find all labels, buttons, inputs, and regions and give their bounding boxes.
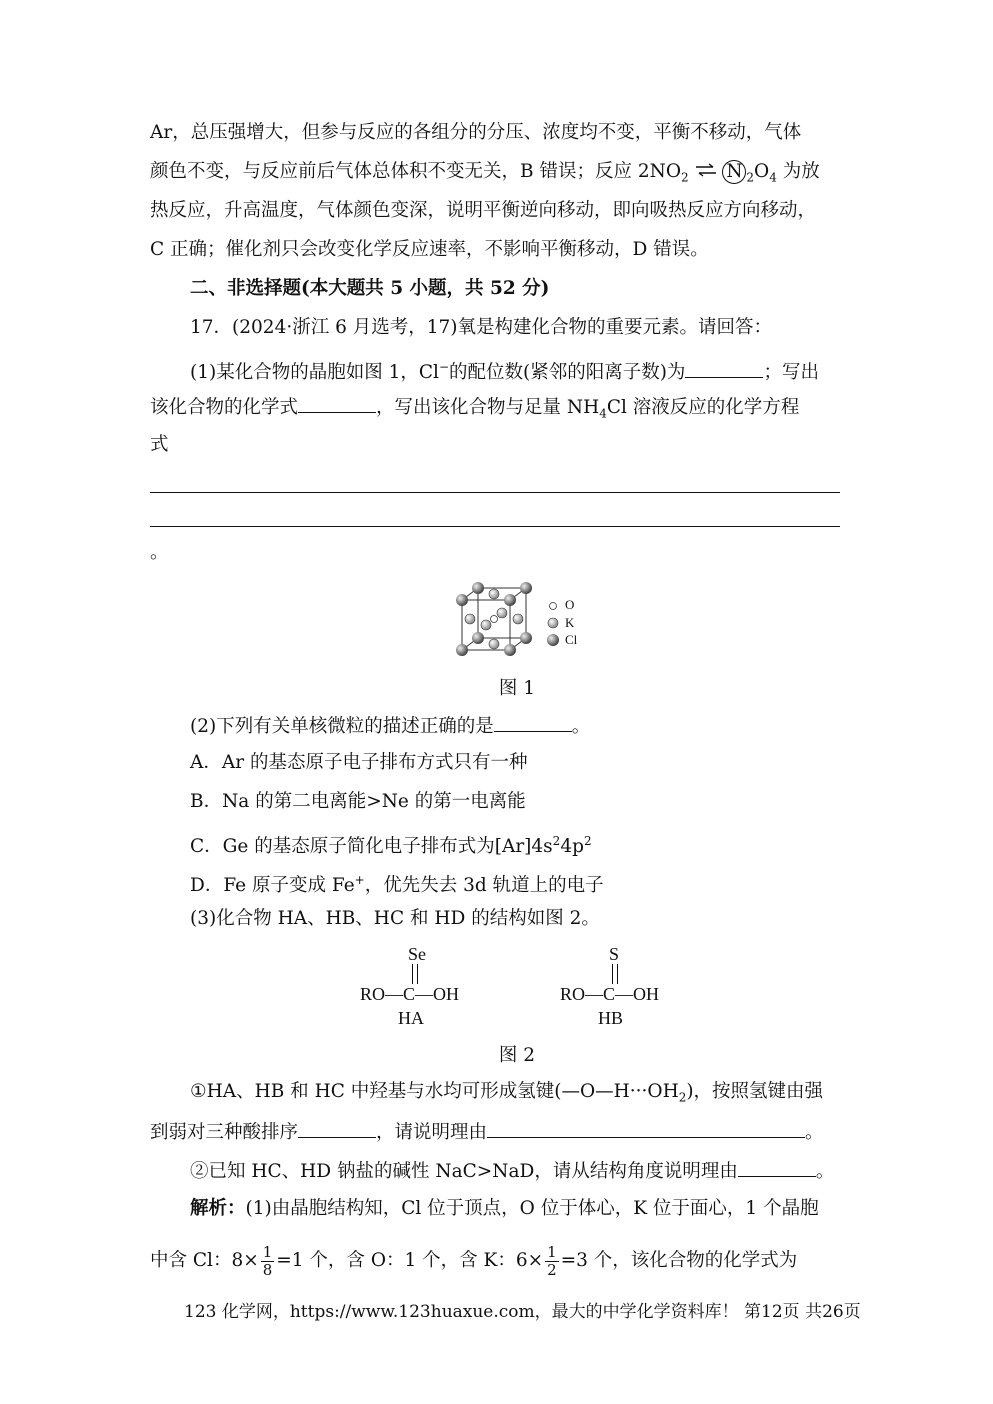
text-fragment: (2)下列有关单核微粒的描述正确的是 — [190, 716, 494, 737]
text-line — [190, 1158, 834, 1184]
option-c — [190, 829, 592, 859]
circled-n: N — [722, 160, 746, 184]
text-fragment: O — [754, 161, 770, 182]
answer-blank[interactable] — [298, 394, 376, 413]
text-line — [190, 1080, 823, 1110]
fraction — [545, 1244, 559, 1279]
superscript: − — [438, 360, 449, 374]
equilibrium-arrow-icon — [695, 160, 717, 184]
text-fragment: 的配位数(紧邻的阳离子数)为 — [449, 362, 686, 384]
subscript: 4 — [769, 170, 777, 185]
answer-blank[interactable] — [487, 1119, 805, 1138]
text-fragment: (1)某化合物的晶胞如图 1，Cl — [190, 362, 439, 384]
option-d — [190, 868, 604, 898]
answer-blank[interactable] — [298, 1119, 376, 1138]
text-fragment: 。 — [815, 1161, 835, 1182]
text-line — [150, 160, 820, 190]
atom-label: Se — [408, 944, 426, 964]
numerator: 1 — [547, 1242, 557, 1261]
subscript: 2 — [746, 170, 755, 185]
structure-name: HB — [598, 1008, 624, 1028]
text-fragment: 该化合物的化学式 — [150, 397, 299, 418]
question-intro: 17．(2024·浙江 6 月选考，17)氧是构建化合物的重要元素。请回答： — [190, 317, 773, 338]
figure-2-caption: 图 2 — [498, 1045, 536, 1066]
text-line — [190, 355, 819, 385]
answer-line[interactable] — [150, 526, 840, 527]
text-line — [150, 1239, 797, 1283]
text-fragment: ②已知 HC、HD 钠盐的碱性 NaC>NaD，请从结构角度说明理由 — [190, 1161, 738, 1182]
text-line: 式 — [150, 434, 169, 455]
text-fragment: ①HA、HB 和 HC 中羟基与水均可形成氢键(—O—H···OH — [190, 1081, 679, 1102]
text-fragment: Cl 溶液反应的化学方程 — [606, 397, 800, 418]
structure-formula: RO—C—OH — [560, 984, 660, 1004]
text-fragment: 为放 — [776, 161, 820, 182]
answer-blank[interactable] — [738, 1158, 816, 1177]
page-footer: 123 化学网，https://www.123huaxue.com，最大的中学化学资料库！ 第12页 共26页 — [184, 1302, 861, 1322]
superscript: 2 — [552, 834, 561, 848]
text-fragment: ；写出 — [763, 362, 819, 384]
text-fragment: 4p — [560, 836, 584, 858]
atom-label: S — [609, 944, 620, 964]
option-a: A．Ar 的基态原子电子排布方式只有一种 — [190, 752, 528, 773]
analysis-label: 解析： — [190, 1198, 246, 1219]
text-fragment: =3 个，该化合物的化学式为 — [560, 1250, 798, 1271]
answer-blank[interactable] — [494, 713, 572, 732]
text-fragment: ，优先失去 3d 轨道上的电子 — [364, 875, 604, 897]
superscript: + — [354, 873, 365, 887]
double-bond — [612, 964, 618, 984]
subscript: 2 — [678, 1090, 687, 1105]
end-mark: 。 — [150, 542, 169, 563]
legend-label-k: K — [565, 615, 575, 630]
text-fragment: 中含 Cl：8× — [150, 1250, 259, 1271]
text-fragment: =1 个，含 O：1 个，含 K：6× — [276, 1250, 544, 1271]
text-line: (3)化合物 HA、HB、HC 和 HD 的结构如图 2。 — [190, 908, 600, 929]
answer-blank[interactable] — [685, 359, 763, 378]
double-bond — [412, 964, 418, 984]
denominator: 8 — [262, 1260, 273, 1279]
text-fragment: 颜色不变，与反应前后气体总体积不变无关，B 错误；反应 2NO — [150, 161, 681, 182]
fraction — [261, 1244, 275, 1279]
option-b: B．Na 的第二电离能>Ne 的第一电离能 — [190, 791, 526, 812]
text-fragment: 。 — [571, 716, 591, 737]
structure-formula: RO—C—OH — [360, 984, 460, 1004]
structure-ha — [360, 944, 480, 1034]
text-fragment: ，请说明理由 — [376, 1122, 488, 1143]
text-fragment: D．Fe 原子变成 Fe — [190, 875, 355, 897]
text-fragment: (1)由晶胞结构知，Cl 位于顶点，O 位于体心，K 位于面心，1 个晶胞 — [245, 1198, 819, 1219]
crystal-cell-figure — [450, 578, 590, 662]
subscript: 2 — [680, 170, 689, 185]
structure-hb — [560, 944, 680, 1034]
text-fragment: C．Ge 的基态原子简化电子排布式为[Ar]4s — [190, 836, 553, 858]
text-fragment: )，按照氢键由强 — [686, 1081, 824, 1102]
text-line: Ar，总压强增大，但参与反应的各组分的分压、浓度均不变，平衡不移动，气体 — [150, 122, 802, 143]
subscript: 4 — [599, 406, 607, 421]
legend-label-cl: Cl — [565, 632, 578, 647]
text-line: C 正确；催化剂只会改变化学反应速率，不影响平衡移动，D 错误。 — [150, 239, 709, 260]
text-line — [190, 1197, 819, 1221]
structure-name: HA — [398, 1008, 424, 1028]
legend-label-o: O — [565, 597, 575, 612]
text-line — [150, 394, 799, 426]
text-line — [190, 713, 590, 739]
text-fragment: ，写出该化合物与足量 NH — [376, 397, 600, 418]
text-fragment: 到弱对三种酸排序 — [150, 1122, 299, 1143]
superscript: 2 — [583, 834, 592, 848]
answer-line[interactable] — [150, 492, 840, 493]
section-title: 二、非选择题(本大题共 5 小题，共 52 分) — [190, 278, 550, 299]
denominator: 2 — [547, 1260, 557, 1279]
numerator: 1 — [262, 1242, 273, 1261]
text-line: 热反应，升高温度，气体颜色变深，说明平衡逆向移动，即向吸热反应方向移动， — [150, 200, 817, 221]
figure-1-caption: 图 1 — [498, 678, 536, 699]
text-fragment: 。 — [805, 1122, 824, 1143]
text-line — [150, 1119, 824, 1145]
